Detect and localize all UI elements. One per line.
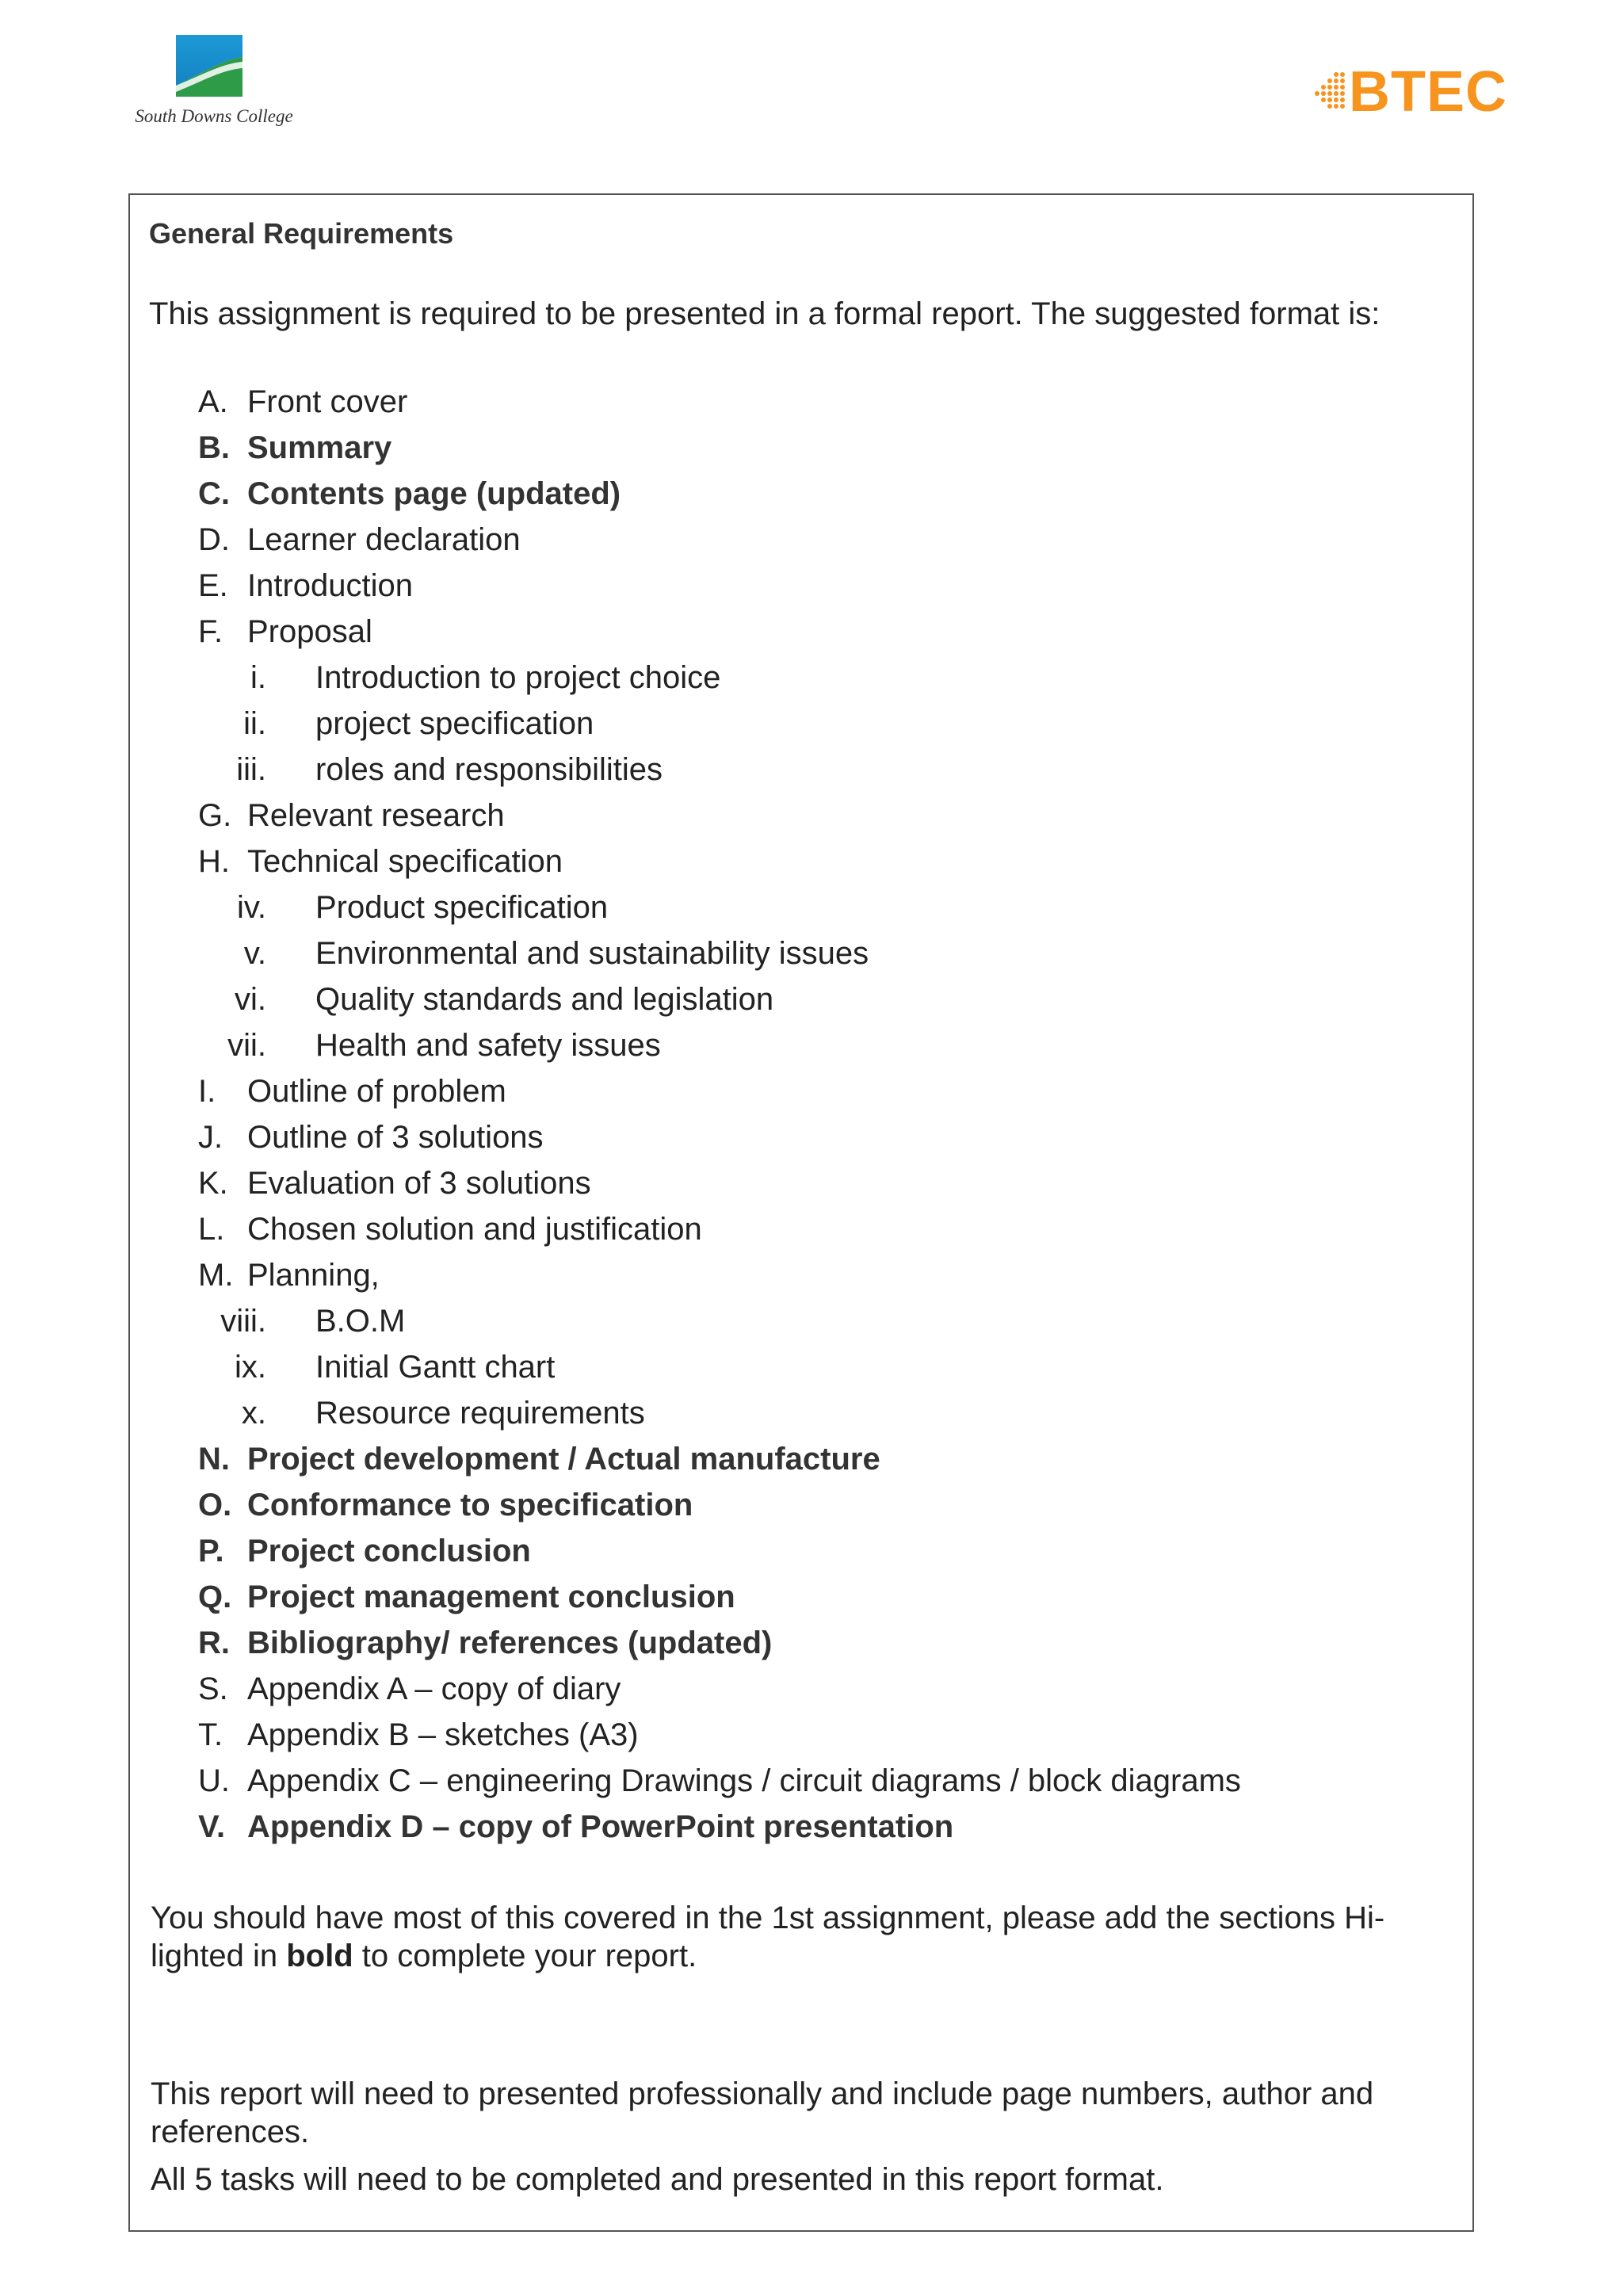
college-name: South Downs College: [135, 106, 293, 126]
list-item-label: L.: [198, 1212, 225, 1247]
requirements-box: [128, 193, 1474, 2232]
list-item-text: Appendix D – copy of PowerPoint presentation: [247, 1809, 954, 1844]
list-item-label: vii.: [227, 1028, 266, 1063]
list-item: [130, 425, 1476, 471]
list-item-label: C.: [198, 476, 230, 511]
list-item: [130, 563, 1476, 609]
list-item: [130, 1436, 1476, 1482]
list-item: [130, 379, 1476, 425]
college-logo: [127, 33, 301, 136]
list-item: [130, 839, 1476, 884]
list-item-text: Project management conclusion: [247, 1580, 735, 1614]
list-item-text: B.O.M: [315, 1304, 406, 1339]
list-item-text: Project conclusion: [247, 1534, 531, 1568]
sub-list-item: [130, 1390, 1476, 1436]
list-item-text: Introduction: [247, 568, 414, 603]
list-item: [130, 1068, 1476, 1114]
list-item-text: Project development / Actual manufacture: [247, 1442, 880, 1477]
list-item: [130, 1620, 1476, 1666]
list-item-label: K.: [198, 1166, 228, 1201]
sub-list-item: [130, 655, 1476, 701]
list-item-label: S.: [198, 1671, 228, 1706]
list-item-label: F.: [198, 614, 223, 649]
tasks-paragraph: All 5 tasks will need to be completed and presented in this report format.: [151, 2162, 1164, 2197]
list-item: [130, 1252, 1476, 1298]
list-item-text: roles and responsibilities: [315, 752, 663, 787]
sub-list-item: [130, 1022, 1476, 1068]
list-item-label: x.: [241, 1396, 266, 1431]
list-item-text: Environmental and sustainability issues: [315, 936, 869, 971]
list-item: [130, 793, 1476, 839]
list-item: [130, 609, 1476, 655]
sub-list-item: [130, 884, 1476, 930]
list-item-label: J.: [198, 1120, 223, 1155]
list-item-text: Appendix A – copy of diary: [247, 1671, 621, 1706]
btec-dots-icon: [1312, 68, 1346, 116]
list-item: [130, 1712, 1476, 1758]
list-item-label: G.: [198, 798, 232, 833]
list-item-text: Appendix B – sketches (A3): [247, 1717, 639, 1752]
list-item-label: A.: [198, 384, 228, 419]
note-text-end: to complete your report.: [353, 1939, 697, 1973]
note-paragraph: [151, 1899, 1450, 1975]
list-item-label: H.: [198, 844, 230, 879]
section-title: General Requirements: [149, 217, 454, 250]
list-item-label: N.: [198, 1442, 230, 1477]
list-item-label: i.: [250, 660, 266, 695]
list-item-label: B.: [198, 430, 230, 465]
list-item-text: Resource requirements: [315, 1396, 645, 1431]
list-item-label: V.: [198, 1809, 226, 1844]
list-item: [130, 1666, 1476, 1712]
list-item-text: Planning,: [247, 1258, 380, 1293]
list-item: [130, 1482, 1476, 1528]
list-item-text: Contents page (updated): [247, 476, 621, 511]
list-item-text: Technical specification: [247, 844, 563, 879]
list-item: [130, 517, 1476, 563]
list-item-label: U.: [198, 1763, 230, 1798]
list-item: [130, 1528, 1476, 1574]
sub-list-item: [130, 930, 1476, 976]
list-item-text: Outline of problem: [247, 1074, 506, 1109]
list-item-label: Q.: [198, 1580, 232, 1614]
list-item-text: Product specification: [315, 890, 609, 925]
intro-text: This assignment is required to be presented in a formal report. The suggested format is:: [149, 296, 1381, 331]
sub-list-item: [130, 747, 1476, 793]
list-item-text: Conformance to specification: [247, 1488, 693, 1522]
list-item-label: O.: [198, 1488, 232, 1522]
list-item-label: I.: [198, 1074, 216, 1109]
list-item-text: Learner declaration: [247, 522, 521, 557]
list-item-text: Outline of 3 solutions: [247, 1120, 544, 1155]
list-item: [130, 471, 1476, 517]
list-item-label: R.: [198, 1626, 230, 1660]
list-item-label: vi.: [235, 982, 266, 1017]
sub-list-item: [130, 1298, 1476, 1344]
sub-list-item: [130, 1344, 1476, 1390]
list-item-text: Proposal: [247, 614, 372, 649]
list-item-label: E.: [198, 568, 228, 603]
list-item-text: Quality standards and legislation: [315, 982, 774, 1017]
list-item-label: viii.: [220, 1304, 266, 1339]
list-item-label: P.: [198, 1534, 224, 1568]
list-item-label: D.: [198, 522, 230, 557]
list-item: [130, 1160, 1476, 1206]
presentation-paragraph: This report will need to presented professionally and include page numbers, author and references.: [151, 2076, 1374, 2149]
list-item-label: T.: [198, 1717, 223, 1752]
list-item-text: Health and safety issues: [315, 1028, 661, 1063]
btec-logo: [1312, 60, 1507, 124]
list-item: [130, 1804, 1476, 1850]
report-format-list: [130, 379, 1476, 1850]
list-item-label: M.: [198, 1258, 234, 1293]
list-item-text: Introduction to project choice: [315, 660, 721, 695]
list-item-text: Chosen solution and justification: [247, 1212, 702, 1247]
note-text-start: You should have most of this covered in the 1st assignment, please add the sections Hi-lighted in: [151, 1901, 1385, 1973]
note-bold-word: bold: [286, 1939, 353, 1973]
list-item-label: iii.: [236, 752, 266, 787]
list-item-text: Bibliography/ references (updated): [247, 1626, 773, 1660]
list-item-text: project specification: [315, 706, 594, 741]
list-item-text: Relevant research: [247, 798, 505, 833]
list-item-text: Initial Gantt chart: [315, 1350, 556, 1385]
list-item-label: ii.: [243, 706, 266, 741]
list-item-label: v.: [243, 936, 266, 971]
list-item: [130, 1114, 1476, 1160]
list-item-label: iv.: [236, 890, 266, 925]
college-logo-icon: [174, 33, 244, 98]
sub-list-item: [130, 976, 1476, 1022]
list-item: [130, 1758, 1476, 1804]
page-header: [0, 0, 1623, 182]
btec-label: BTEC: [1349, 60, 1507, 124]
list-item-label: ix.: [235, 1350, 266, 1385]
list-item: [130, 1206, 1476, 1252]
list-item-text: Front cover: [247, 384, 408, 419]
list-item-text: Appendix C – engineering Drawings / circuit diagrams / block diagrams: [247, 1763, 1241, 1798]
list-item: [130, 1574, 1476, 1620]
list-item-text: Evaluation of 3 solutions: [247, 1166, 591, 1201]
sub-list-item: [130, 701, 1476, 747]
list-item-text: Summary: [247, 430, 392, 465]
